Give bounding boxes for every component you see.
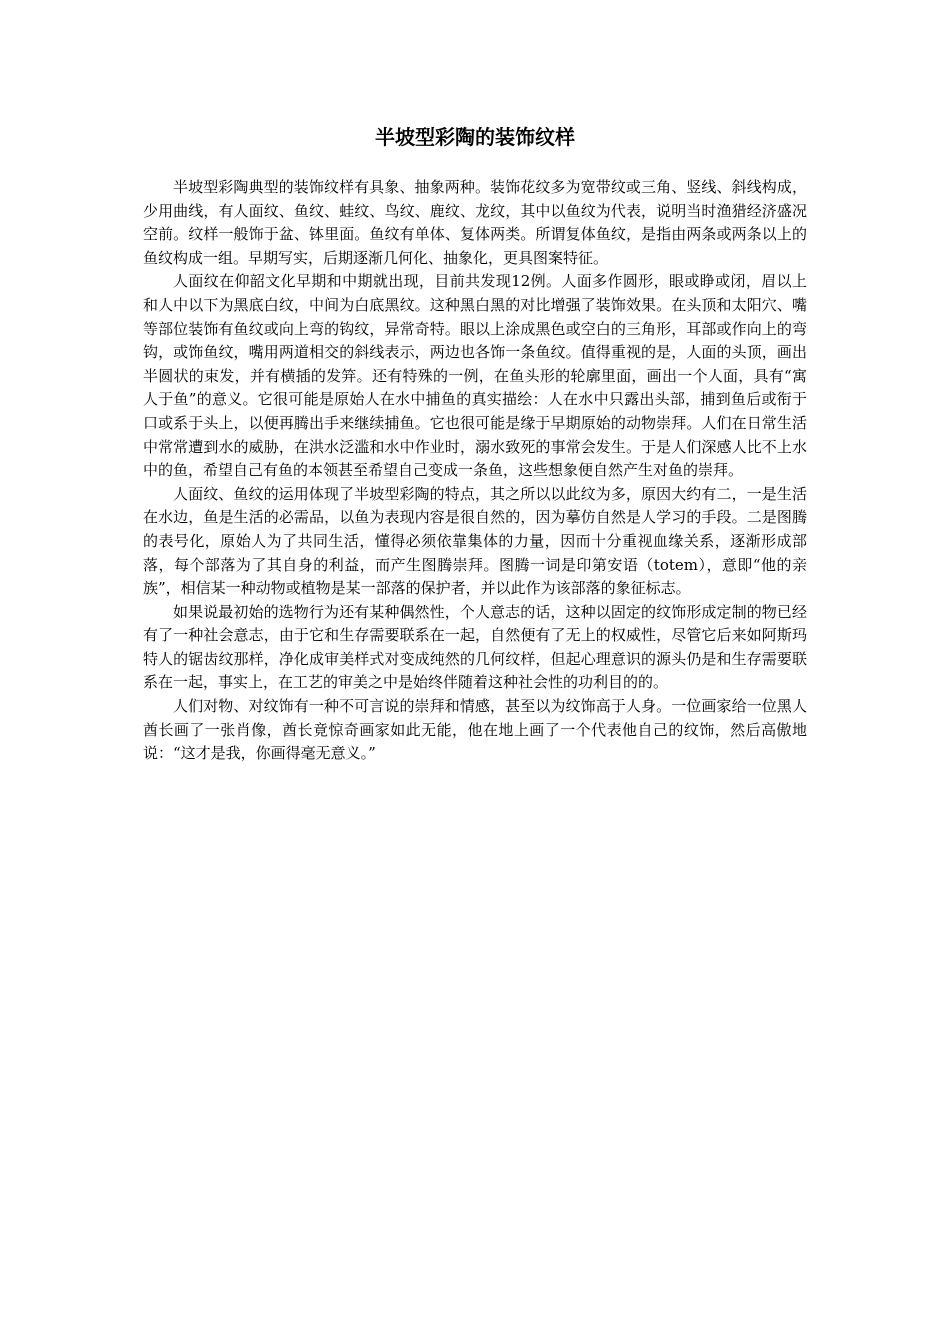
paragraph-1: 半坡型彩陶典型的装饰纹样有具象、抽象两种。装饰花纹多为宽带纹或三角、竖线、斜线构成，少用曲线，有人面纹、鱼纹、蛙纹、鸟纹、鹿纹、龙纹，其中以鱼纹为代表，说明当时渔猎经济盛况空前。纹样一般饰于盆、钵里面。鱼纹有单体、复体两类。所谓复体鱼纹，是指由两条或两条以上的鱼纹构成一组。早期写实，后期逐渐几何化、抽象化，更具图案特征。	[143, 178, 807, 267]
paragraph-3: 人面纹、鱼纹的运用体现了半坡型彩陶的特点，其之所以以此纹为多，原因大约有二，一是生活在水边，鱼是生活的必需品，以鱼为表现内容是很自然的，因为摹仿自然是人学习的手段。二是图腾的表号化，原始人为了共同生活，懂得必须依靠集体的力量，因而十分重视血缘关系，逐渐形成部落，每个部落为了其自身的利益，而产生图腾崇拜。图腾一词是印第安语（totem），意即“他的亲族”，相信某一种动物或植物是某一部落的保护者，并以此作为该部落的象征标志。	[143, 484, 807, 598]
paragraph-5: 人们对物、对纹饰有一种不可言说的崇拜和情感，甚至以为纹饰高于人身。一位画家给一位黑人酋长画了一张肖像，酋长竟惊奇画家如此无能，他在地上画了一个代表他自己的纹饰，然后高傲地说：“这才是我，你画得毫无意义。”	[143, 697, 807, 763]
document-body	[143, 176, 807, 766]
document-title: 半坡型彩陶的装饰纹样	[375, 125, 575, 149]
paragraph-2: 人面纹在仰韶文化早期和中期就出现，目前共发现12例。人面多作圆形，眼或睁或闭，眉以上和人中以下为黑底白纹，中间为白底黑纹。这种黑白黑的对比增强了装饰效果。在头顶和太阳穴、嘴等部位装饰有鱼纹或向上弯的钩纹，异常奇特。眼以上涂成黑色或空白的三角形，耳部或作向上的弯钩，或饰鱼纹，嘴用两道相交的斜线表示，两边也各饰一条鱼纹。值得重视的是，人面的头顶，画出半圆状的束发，并有横插的发笄。还有特殊的一例，在鱼头形的轮廓里面，画出一个人面，具有“寓人于鱼”的意义。它很可能是原始人在水中捕鱼的真实描绘：人在水中只露出头部，捕到鱼后或衔于口或系于头上，以便再腾出手来继续捕鱼。它也很可能是缘于早期原始的动物崇拜。人们在日常生活中常常遭到水的威胁，在洪水泛滥和水中作业时，溺水致死的事常会发生。于是人们深感人比不上水中的鱼，希望自己有鱼的本领甚至希望自己变成一条鱼，这些想象便自然产生对鱼的崇拜。	[143, 272, 807, 480]
paragraph-4: 如果说最初始的选物行为还有某种偶然性，个人意志的话，这种以固定的纹饰形成定制的物已经有了一种社会意志，由于它和生存需要联系在一起，自然便有了无上的权威性，尽管它后来如阿斯玛特人的锯齿纹那样，净化成审美样式对变成纯然的几何纹样，但起心理意识的源头仍是和生存需要联系在一起，事实上，在工艺的审美之中是始终伴随着这种社会性的功利目的的。	[143, 602, 807, 692]
